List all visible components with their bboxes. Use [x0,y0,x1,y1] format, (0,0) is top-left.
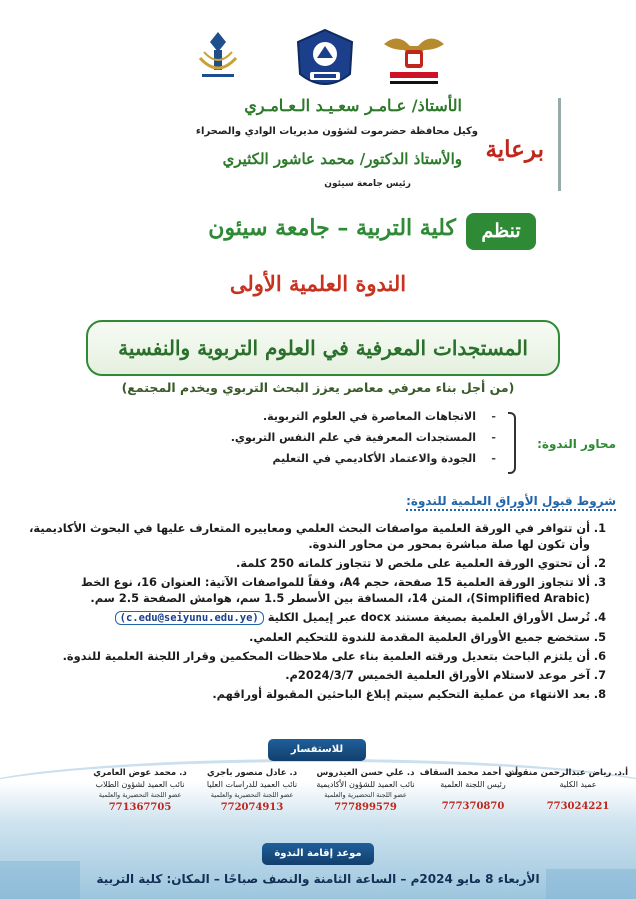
patron1-name: الأستاذ/ عـامـر سعـيـد الـعـامـري [244,96,462,115]
symposium-title: الندوة العلمية الأولى [229,271,407,296]
condition-number: 6. [593,649,606,663]
condition-item [22,686,606,702]
divider [558,98,561,191]
condition-text: ستخضع جميع الأوراق العلمية المقدمة للندوة للتحكيم العلمي. [249,630,590,644]
axis-item: - الجودة والاعتماد الأكاديمي في التعليم [231,452,496,473]
contact-card [196,768,308,813]
venue-label: موعد إقامة الندوة [262,843,374,865]
education-faculty-logo-icon [190,28,246,86]
condition-text: أن تتوافر في الورقة العلمية مواصفات البحث العلمي ومعاييره المتعارف عليها في البحوث الأكاديمية، وأن تكون لها صلة مباشرة بمحور من محاور الندوة. [29,521,590,551]
contact-card [84,768,196,813]
contact-phone[interactable]: 777899579 [334,802,397,813]
patron2-name: والأستاذ الدكتور/ محمد عاشور الكثيري [222,150,462,168]
contact-name: د. محمد عوض العامري [93,768,187,778]
venue-text: الأربعاء 8 مايو 2024م – الساعة الثامنة والنصف صباحًا – المكان: كلية التربية [96,872,540,886]
contact-name: د. عادل منصور باجري [206,768,298,778]
contact-name: أ.د. أحمد محمد السقاف [419,768,518,778]
condition-number: 7. [593,668,606,682]
condition-item [22,520,606,552]
yemen-emblem-icon [378,28,450,86]
axis-item: - الاتجاهات المعاصرة في العلوم التربوية. [231,410,496,431]
college-email-link[interactable]: (c.edu@seiyunu.edu.ye) [115,611,264,625]
condition-text: أن يلتزم الباحث بتعديل ورقته العلمية بناء على ملاحظات المحكمين وقرار اللجنة العلمية للندوة. [62,649,590,663]
condition-item [22,609,606,626]
contact-role: عميد الكلية [559,780,597,789]
condition-text: آخر موعد لاستلام الأوراق العلمية الخميس 2024/3/7م. [285,668,590,682]
condition-text: بعد الانتهاء من عملية التحكيم سيتم إبلاغ الباحثين المقبولة أوراقهم. [212,687,590,701]
condition-number: 2. [593,556,606,570]
condition-number: 8. [593,687,606,701]
contact-card [419,768,518,812]
condition-text: أن تحتوي الورقة العلمية على ملخص لا تتجاوز كلماته 250 كلمة. [236,556,590,570]
contact-role: نائب العميد للدراسات العليا [206,780,298,789]
condition-number: 1. [593,521,606,535]
contact-committee: عضو اللجنة التحضيرية والعلمية [324,791,407,799]
contact-phone[interactable]: 773024221 [546,801,610,812]
contact-role: رئيس اللجنة العلمية [440,780,506,789]
inquiry-label: للاستفسار [268,739,366,761]
axes-bracket [508,412,516,474]
contact-card [505,768,628,812]
contact-name: د. علي حسن العيدروس [316,768,415,778]
condition-number: 3. [593,575,606,589]
seiyun-university-logo-icon [292,28,358,94]
sponsorship-label: برعاية [485,136,544,163]
contact-phone[interactable]: 777370870 [441,801,505,812]
condition-text: تُرسل الأوراق العلمية بصيغة مستند docx عبر إيميل الكلية [267,610,590,624]
conditions-list [22,520,606,705]
axis-item: - المستجدات المعرفية في علم النفس التربوي. [231,431,496,452]
condition-item [22,574,606,606]
organizer-badge: تنظم [466,213,536,250]
axes-list [231,410,496,473]
patron1-role: وكيل محافظة حضرموت لشؤون مديريات الوادي والصحراء [195,126,478,137]
contact-role: نائب العميد لشؤون الطلاب [95,780,185,789]
contact-phone[interactable]: 772074913 [220,802,284,813]
contact-phone[interactable]: 771367705 [108,802,172,813]
condition-item [22,555,606,571]
condition-item [22,648,606,664]
contacts-row [8,768,628,838]
condition-item [22,667,606,683]
organizer-text: كلية التربية – جامعة سيئون [208,215,456,241]
condition-item [22,629,606,645]
symposium-subtitle: (من أجل بناء معرفي معاصر يعزز البحث التربوي ويخدم المجتمع) [121,380,515,395]
contact-role: نائب العميد للشؤون الأكاديمية [316,780,415,789]
symposium-topic: المستجدات المعرفية في العلوم التربوية والنفسية [86,320,560,376]
contact-card [308,768,423,813]
patron2-role: رئيس جامعة سيئون [324,179,411,189]
axes-label: محاور الندوة: [537,437,616,451]
condition-number: 4. [593,610,606,624]
contact-committee: عضو اللجنة التحضيرية والعلمية [98,791,182,799]
contact-committee: عضو اللجنة التحضيرية والعلمية [210,791,294,799]
contact-name: أ.د. رياض عبدالرحمن منقوش [505,768,628,778]
condition-text: ألا تتجاوز الورقة العلمية 15 صفحة، حجم A4، وفقاً للمواصفات الآتية: العنوان 16، نوع الخط (Simplified Arabic)، المتن 14، المسافة بين الأسطر 1.5 سم، هوامش الصفحة 2.5 سم. [81,575,590,605]
conditions-title: شروط قبول الأوراق العلمية للندوة: [406,494,616,511]
condition-number: 5. [593,630,606,644]
